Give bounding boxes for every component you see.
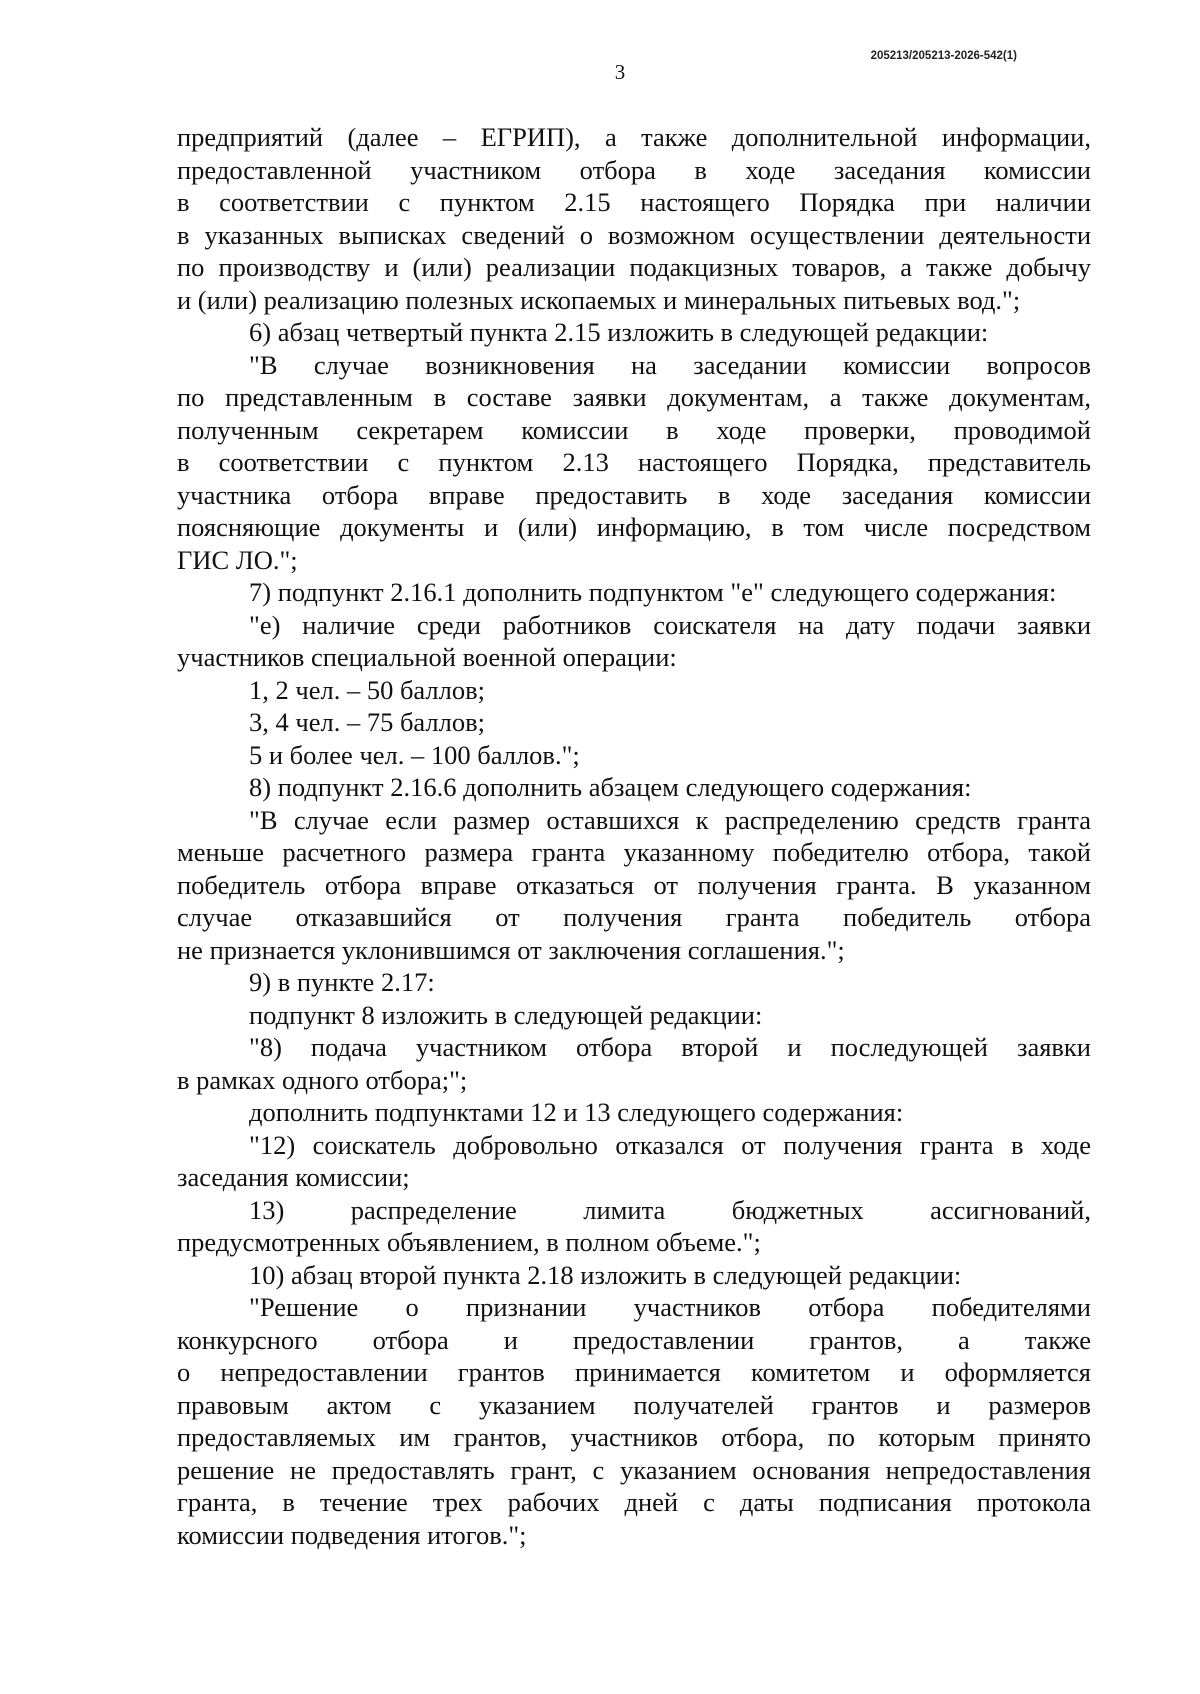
- text-line: "12) соискатель добровольно отказался от получения гранта в ходе: [249, 1129, 1091, 1160]
- document-code: 205213/205213-2026-542(1): [870, 50, 1017, 62]
- text-line: 8) подпункт 2.16.6 дополнить абзацем следующего содержания:: [249, 772, 972, 802]
- page-number: 3: [614, 60, 626, 84]
- text-line: по представленным в составе заявки документам, а также документам,: [177, 382, 1091, 412]
- text-line: не признается уклонившимся от заключения соглашения.";: [177, 934, 845, 965]
- text-line: 1, 2 чел. – 50 баллов;: [249, 674, 485, 705]
- text-line: случае отказавшийся от получения гранта победитель отбора: [177, 902, 1091, 932]
- text-line: "Решение о признании участников отбора победителями: [249, 1292, 1091, 1322]
- text-line: "е) наличие среди работников соискателя на дату подачи заявки: [249, 609, 1091, 640]
- text-line: в указанных выписках сведений о возможном осуществлении деятельности: [177, 219, 1091, 250]
- text-line: конкурсного отбора и предоставлении грантов, а также: [177, 1324, 1091, 1355]
- text-line: дополнить подпунктами 12 и 13 следующего содержания:: [249, 1097, 904, 1127]
- text-line: 5 и более чел. – 100 баллов.";: [249, 739, 580, 770]
- text-line: 9) в пункте 2.17:: [249, 967, 435, 997]
- text-line: по производству и (или) реализации подакцизных товаров, а также добычу: [177, 252, 1091, 282]
- text-line: 6) абзац четвертый пункта 2.15 изложить в следующей редакции:: [249, 317, 989, 347]
- text-line: в соответствии с пунктом 2.13 настоящего Порядка, представитель: [177, 447, 1091, 477]
- text-line: 7) подпункт 2.16.1 дополнить подпунктом "е" следующего содержания:: [249, 577, 1057, 607]
- text-line: комиссии подведения итогов.";: [177, 1519, 527, 1550]
- text-line: меньше расчетного размера гранта указанному победителю отбора, такой: [177, 837, 1091, 867]
- text-line: "В случае возникновения на заседании комиссии вопросов: [249, 349, 1091, 380]
- text-line: 13) распределение лимита бюджетных ассигнований,: [249, 1194, 1091, 1225]
- text-line: участника отбора вправе предоставить в ходе заседания комиссии: [177, 479, 1091, 510]
- text-line: подпункт 8 изложить в следующей редакции:: [249, 999, 763, 1030]
- text-line: 10) абзац второй пункта 2.18 изложить в следующей редакции:: [249, 1259, 962, 1290]
- text-line: о непредоставлении грантов принимается комитетом и оформляется: [177, 1357, 1091, 1387]
- text-line: ГИС ЛО.";: [177, 544, 298, 575]
- text-line: поясняющие документы и (или) информацию, в том числе посредством: [177, 512, 1091, 542]
- text-line: решение не предоставлять грант, с указанием основания непредоставления: [177, 1454, 1091, 1485]
- text-line: гранта, в течение трех рабочих дней с даты подписания протокола: [177, 1487, 1091, 1517]
- text-line: победитель отбора вправе отказаться от получения гранта. В указанном: [177, 869, 1091, 900]
- text-line: "8) подача участником отбора второй и последующей заявки: [249, 1032, 1091, 1062]
- text-line: в рамках одного отбора;";: [177, 1064, 468, 1095]
- text-line: 3, 4 чел. – 75 баллов;: [249, 707, 485, 737]
- text-line: в соответствии с пунктом 2.15 настоящего Порядка при наличии: [177, 187, 1091, 217]
- text-line: предприятий (далее – ЕГРИП), а также дополнительной информации,: [177, 122, 1091, 152]
- text-line: правовым актом с указанием получателей грантов и размеров: [177, 1389, 1091, 1420]
- text-line: и (или) реализацию полезных ископаемых и минеральных питьевых вод.";: [177, 284, 1021, 315]
- text-line: "В случае если размер оставшихся к распределению средств гранта: [249, 804, 1091, 835]
- text-line: участников специальной военной операции:: [177, 642, 677, 672]
- text-line: предусмотренных объявлением, в полном объеме.";: [177, 1227, 761, 1257]
- text-line: полученным секретарем комиссии в ходе проверки, проводимой: [177, 414, 1091, 445]
- document-body: [177, 121, 1091, 1551]
- text-line: предоставленной участником отбора в ходе заседания комиссии: [177, 154, 1091, 185]
- text-line: предоставляемых им грантов, участников отбора, по которым принято: [177, 1422, 1091, 1452]
- text-line: заседания комиссии;: [177, 1162, 410, 1192]
